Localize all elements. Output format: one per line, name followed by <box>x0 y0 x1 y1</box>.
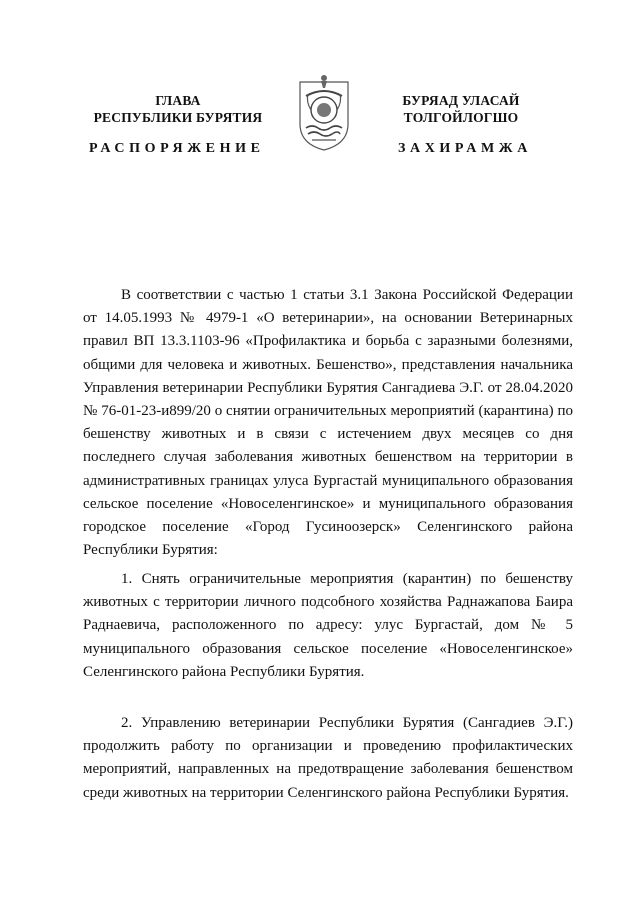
header-left-line2: РЕСПУБЛИКИ БУРЯТИЯ <box>93 110 263 125</box>
header-left-title <box>78 92 278 126</box>
header-right-title <box>366 92 556 126</box>
item-2-text: 2. Управлению ветеринарии Республики Бурятия (Сангадиев Э.Г.) продолжить работу по организации и проведению профилактических мероприятий, направленных на предотвращение заболевания бешенством среди животных на территории Селенгинского района Республики Бурятия. <box>83 715 573 801</box>
preamble-text: В соответствии с частью 1 статьи 3.1 Закона Российской Федерации от 14.05.1993 № 4979-1 «О ветеринарии», на основании Ветеринарных правил ВП 13.3.1103-96 «Профилактика и борьба с заразными болезнями, общими для человека и животных. Бешенство», представления начальника Управления ветеринарии Республики Бурятия Сангадиева Э.Г. от 28.04.2020 № 76-01-23-и899/20 о снятии ограничительных мероприятий (карантина) по бешенству животных и в связи с истечением двух месяцев со дня последнего случая заболевания животных бешенством на территории в административных границах улуса Бургастай муниципального образования сельское поселение «Новоселенгинское» и муниципального образования городское поселение «Город Гусиноозерск» Селенгинского района Республики Бурятия: <box>83 287 573 559</box>
header-left-line1: ГЛАВА <box>155 93 201 108</box>
item-1-text: 1. Снять ограничительные мероприятия (карантин) по бешенству животных с территории личного подсобного хозяйства Раднажапова Баира Раднаевича, расположенного по адресу: улус Бургастай, дом № 5 муниципального образования сельское поселение «Новоселенгинское» Селенгинского района Республики Бурятия. <box>83 571 573 680</box>
header-right-line2: ТОЛГОЙЛОГШО <box>403 110 519 125</box>
preamble-paragraph <box>83 284 573 562</box>
item-2-paragraph <box>83 712 573 805</box>
doctype-right: ЗАХИРАМЖА <box>398 141 532 156</box>
doctype-left: РАСПОРЯЖЕНИЕ <box>89 141 265 156</box>
item-1-paragraph <box>83 568 573 684</box>
header-right-line1: БУРЯАД УЛАСАЙ <box>402 93 520 108</box>
coat-of-arms-emblem-icon <box>294 72 354 152</box>
